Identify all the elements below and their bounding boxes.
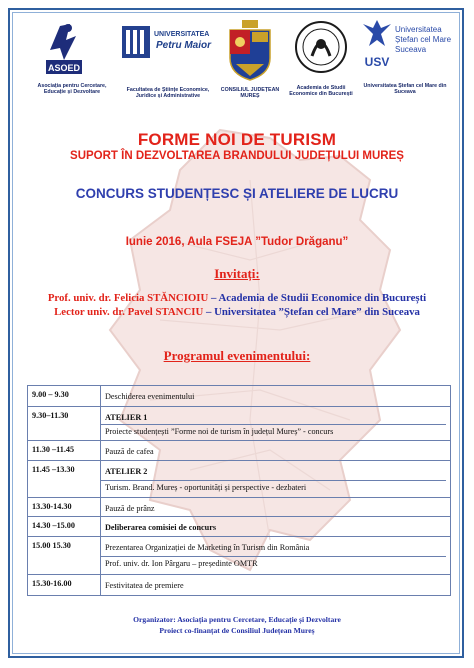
svg-text:USV: USV (364, 55, 390, 69)
asoed-caption: Asociația pentru Cercetare, Educație și Dezvoltare (37, 83, 107, 95)
description-cell: Festivitatea de premiere (105, 581, 184, 590)
presentation-title: Prezentarea Organizației de Marketing în Turism din România (105, 543, 310, 552)
partner-logos (24, 20, 451, 110)
time-cell: 9.30–11.30 (28, 407, 101, 440)
svg-text:ASOED: ASOED (47, 63, 81, 73)
cjm-caption: CONSILIUL JUDEȚEAN MUREȘ (220, 87, 280, 99)
description-cell (105, 465, 446, 494)
table-row (28, 536, 450, 574)
svg-text:UNIVERSITATEA: UNIVERSITATEA (154, 31, 210, 38)
workshop-1-detail: Proiecte studențești ”Forme noi de turism în județul Mureș” - concurs (101, 424, 446, 438)
description-cell (105, 541, 446, 570)
time-cell: 15.00 15.30 (28, 537, 101, 574)
county-coat-of-arms-icon (222, 20, 278, 82)
table-row (28, 574, 450, 595)
svg-text:Suceava: Suceava (395, 45, 427, 54)
main-title: FORME NOI DE TURISM (137, 130, 337, 149)
workshop-2-label: ATELIER 2 (105, 467, 148, 476)
asoed-emblem-icon (42, 20, 102, 78)
guest-2-org: – Universitatea ”Ștefan cel Mare” din Suceava (203, 306, 420, 318)
table-row (28, 460, 450, 497)
date-place: Iunie 2016, Aula FSEJA ”Tudor Drăganu” (125, 236, 349, 248)
organizer-note: Organizator: Asociația pentru Cercetare, Educație și Dezvoltare (133, 615, 341, 624)
time-cell: 9.00 – 9.30 (28, 386, 101, 406)
usv-caption: Universitatea Ștefan cel Mare din Suceava (363, 83, 447, 95)
ase-caption: Academia de Studii Economice din București (289, 85, 353, 97)
guest-1-org: – Academia de Studii Economice din București (208, 292, 427, 304)
table-row (28, 440, 450, 460)
event-title: CONCURS STUDENȚESC ȘI ATELIERE DE LUCRU (75, 186, 399, 201)
cjm-logo (220, 20, 280, 99)
time-cell: 11.30 –11.45 (28, 441, 101, 460)
upm-caption: Facultatea de Științe Economice, Juridice și Administrative (126, 87, 210, 99)
schedule-table (27, 385, 451, 596)
upm-emblem-icon (120, 20, 216, 78)
svg-text:Petru Maior: Petru Maior (156, 40, 212, 51)
table-row (28, 497, 450, 516)
usv-logo (358, 20, 452, 95)
svg-text:Ștefan cel Mare: Ștefan cel Mare (395, 35, 451, 44)
svg-text:Universitatea: Universitatea (395, 25, 442, 34)
workshop-2-detail: Turism. Brand. Mureș - oportunități și perspective - dezbateri (101, 480, 446, 494)
description-cell (105, 411, 446, 438)
program-heading: Programul evenimentului: (163, 348, 311, 363)
ase-logo (286, 20, 356, 97)
table-row (28, 406, 450, 440)
ase-seal-icon (294, 20, 348, 74)
upm-logo (118, 20, 218, 99)
guests-heading: Invitați: (214, 266, 260, 281)
description-cell: Deliberarea comisiei de concurs (105, 523, 217, 532)
guest-1-name: Prof. univ. dr. Felicia STĂNCIOIU (47, 292, 209, 304)
time-cell: 15.30-16.00 (28, 575, 101, 595)
asoed-logo (34, 20, 110, 95)
usv-emblem-icon (359, 20, 451, 78)
time-cell: 14.30 –15.00 (28, 517, 101, 536)
presentation-speaker: Prof. univ. dr. Ion Pârgaru – președinte OMTR (101, 556, 446, 570)
table-row (28, 386, 450, 406)
guest-1 (0, 292, 474, 304)
guest-2-name: Lector univ. dr. Pavel STANCIU (54, 306, 204, 318)
time-cell: 11.45 –13.30 (28, 461, 101, 497)
subtitle: SUPORT ÎN DEZVOLTAREA BRANDULUI JUDEȚULUI MUREȘ (70, 150, 404, 162)
table-row (28, 516, 450, 536)
funding-note: Proiect co-finanțat de Consiliul Județean Mureș (159, 626, 315, 635)
time-cell: 13.30-14.30 (28, 498, 101, 516)
description-cell: Pauză de prânz (105, 504, 155, 513)
workshop-1-label: ATELIER 1 (105, 413, 148, 422)
description-cell: Deschiderea evenimentului (105, 392, 195, 401)
description-cell: Pauză de cafea (105, 447, 154, 456)
guest-2 (0, 306, 474, 318)
